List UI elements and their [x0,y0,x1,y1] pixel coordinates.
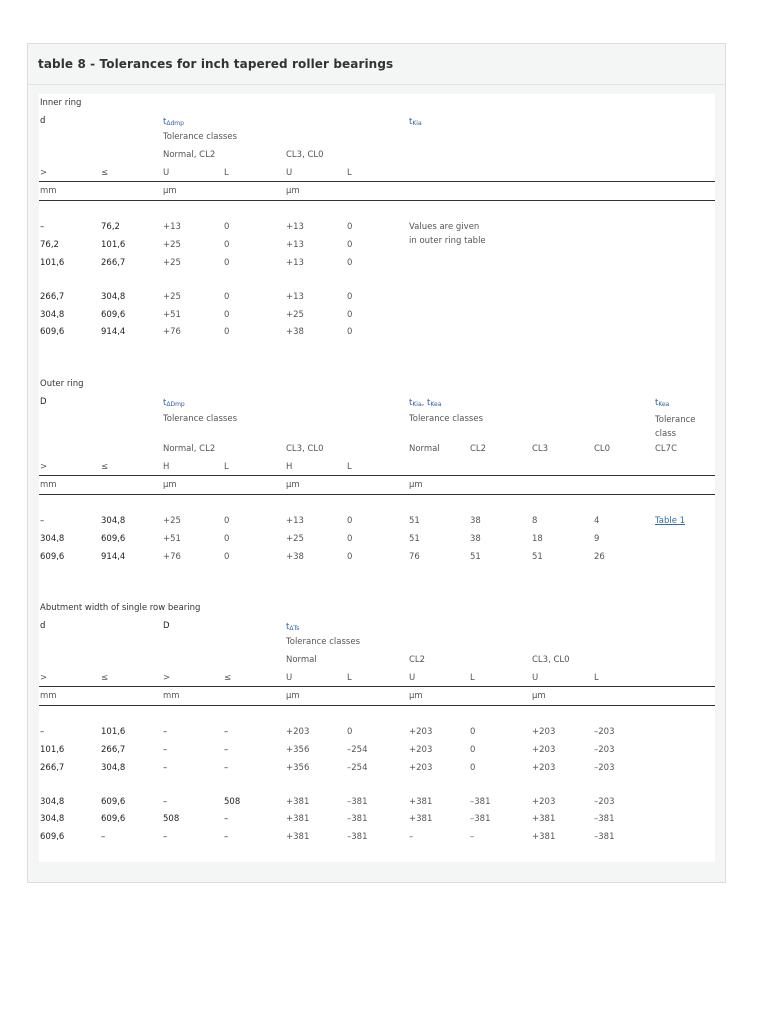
cell: +381 [286,832,310,842]
outer-class-normal: Normal [409,444,440,454]
outer-le-header: ≤ [101,462,109,472]
outer-t-kia-kea-symbol: $t_{Kia}$, $t_{Kea}$ [409,398,442,408]
abut-u-header: U [286,673,293,683]
inner-values-note: Values are given in outer ring table [409,222,486,246]
cell: +203 [409,745,433,755]
cell: 0 [224,258,230,268]
cell: 76,2 [40,240,59,250]
abut-class-cl3-cl0: CL3, CL0 [532,655,570,665]
cell: +25 [286,310,304,320]
cell: 508 [224,797,241,807]
cell: +76 [163,552,181,562]
cell: 609,6 [40,552,65,562]
outer-class-cl7c: CL7C [655,444,678,454]
outer-h-header-2: H [286,462,293,472]
inner-unit-um-2: µm [286,186,300,196]
cell: 0 [224,534,230,544]
cell: – [224,745,229,755]
abut-tolerance-classes: Tolerance classes [286,637,360,647]
cell: – [224,832,229,842]
inner-le-header: ≤ [101,168,109,178]
cell: – [163,763,168,773]
inner-ring-heading: Inner ring [40,98,82,108]
cell: – [409,832,414,842]
cell: +381 [286,797,310,807]
cell: – [163,745,168,755]
cell: 0 [224,240,230,250]
cell: 0 [470,745,476,755]
table-sheet [39,94,715,862]
cell: 0 [470,763,476,773]
cell: +38 [286,552,304,562]
cell: – [163,797,168,807]
outer-tolerance-classes: Tolerance classes [163,414,237,424]
cell: 0 [347,310,353,320]
abut-unit-rule [39,705,715,706]
cell: +13 [286,240,304,250]
cell: 609,6 [101,310,126,320]
cell: 609,6 [101,797,126,807]
cell: 76 [409,552,420,562]
cell: 38 [470,516,481,526]
cell: +25 [163,516,181,526]
cell: 914,4 [101,327,126,337]
cell: 0 [224,222,230,232]
abut-le-header-2: ≤ [224,673,232,683]
outer-class-cl3-cl0: CL3, CL0 [286,444,324,454]
cell: 0 [347,552,353,562]
cell: +203 [286,727,310,737]
inner-l-header-2: L [347,168,352,178]
cell: 0 [224,310,230,320]
cell: 508 [163,814,180,824]
cell: 26 [594,552,605,562]
cell: 38 [470,534,481,544]
cell: 0 [347,258,353,268]
abut-unit-mm: mm [40,691,57,701]
inner-t-kia-symbol: $t_{Kia}$ [409,117,422,127]
cell: –381 [347,832,368,842]
outer-t-kea-symbol: $t_{Kea}$ [655,398,670,408]
outer-gt-header: > [40,462,48,472]
inner-d-header: d [40,116,46,126]
outer-D-header: D [40,397,47,407]
cell: 609,6 [40,327,65,337]
cell: 304,8 [101,516,126,526]
outer-unit-um: µm [163,480,177,490]
abut-class-cl2: CL2 [409,655,426,665]
cell: +51 [163,534,181,544]
cell: –203 [594,745,615,755]
cell: +203 [409,763,433,773]
inner-header-rule [39,181,715,182]
outer-class-cl2: CL2 [470,444,487,454]
abut-unit-um: µm [286,691,300,701]
cell: 0 [224,552,230,562]
title-divider [28,84,725,85]
abut-l-header-2: L [470,673,475,683]
outer-header-rule [39,475,715,476]
cell: –381 [347,814,368,824]
cell: – [224,814,229,824]
cell: 9 [594,534,600,544]
outer-l-header: L [224,462,229,472]
cell: 51 [532,552,543,562]
inner-unit-um: µm [163,186,177,196]
inner-l-header: L [224,168,229,178]
cell: –381 [594,832,615,842]
outer-ring-heading: Outer ring [40,379,84,389]
abut-l-header: L [347,673,352,683]
cell: +51 [163,310,181,320]
abut-t-ts-symbol: $t_{\Delta Ts}$ [286,622,300,632]
cell: 0 [224,327,230,337]
cell: –203 [594,797,615,807]
cell: –381 [470,814,491,824]
abut-unit-mm-2: mm [163,691,180,701]
abut-unit-um-2: µm [409,691,423,701]
cell: 0 [224,292,230,302]
cell: +13 [286,258,304,268]
cell: +13 [286,222,304,232]
cell: 266,7 [101,258,126,268]
cell: +76 [163,327,181,337]
abut-d-header: d [40,621,46,631]
cell: –203 [594,727,615,737]
cell: +38 [286,327,304,337]
cell: 266,7 [40,763,65,773]
cell: 101,6 [101,727,126,737]
table-panel [27,43,726,883]
cell: 8 [532,516,538,526]
outer-class-normal-cl2: Normal, CL2 [163,444,216,454]
cell: +25 [286,534,304,544]
inner-tolerance-classes: Tolerance classes [163,132,237,142]
cell: 304,8 [101,763,126,773]
cell: 0 [470,727,476,737]
cell: 0 [347,292,353,302]
cell: 51 [409,516,420,526]
cell: 304,8 [40,310,65,320]
cell: 4 [594,516,600,526]
inner-unit-mm: mm [40,186,57,196]
cell: 304,8 [40,534,65,544]
cell: 304,8 [101,292,126,302]
inner-u-header: U [163,168,170,178]
table-1-link[interactable]: Table 1 [655,516,686,526]
abut-unit-um-3: µm [532,691,546,701]
inner-t-ddmp-symbol: $t_{\Delta dmp}$ [163,117,184,127]
cell: – [224,727,229,737]
abut-gt-header-2: > [163,673,171,683]
cell: 0 [347,327,353,337]
cell: +381 [409,814,433,824]
abut-D-header: D [163,621,170,631]
cell: –254 [347,745,368,755]
cell: –254 [347,763,368,773]
cell: +356 [286,745,310,755]
cell: 101,6 [101,240,126,250]
outer-h-header: H [163,462,170,472]
cell: +203 [532,745,556,755]
cell: 51 [409,534,420,544]
outer-unit-mm: mm [40,480,57,490]
cell: +381 [286,814,310,824]
cell: – [40,516,45,526]
cell: 0 [347,727,353,737]
cell: 266,7 [101,745,126,755]
abutment-heading: Abutment width of single row bearing [40,603,201,613]
cell: +203 [532,763,556,773]
cell: 304,8 [40,797,65,807]
cell: 609,6 [101,534,126,544]
abut-gt-header: > [40,673,48,683]
inner-u-header-2: U [286,168,293,178]
cell: 266,7 [40,292,65,302]
cell: 609,6 [40,832,65,842]
cell: – [163,727,168,737]
cell: +13 [286,292,304,302]
abut-u-header-3: U [532,673,539,683]
inner-gt-header: > [40,168,48,178]
cell: –203 [594,763,615,773]
outer-tolerance-classes-2: Tolerance classes [409,414,483,424]
outer-tolerance-class: Tolerance class [655,415,696,439]
cell: +25 [163,292,181,302]
cell: +381 [532,832,556,842]
outer-l-header-2: L [347,462,352,472]
cell: +13 [286,516,304,526]
cell: +25 [163,258,181,268]
abut-l-header-3: L [594,673,599,683]
cell: –381 [347,797,368,807]
abut-le-header: ≤ [101,673,109,683]
cell: +381 [532,814,556,824]
cell: 0 [347,534,353,544]
table-title: table 8 - Tolerances for inch tapered roller bearings [38,57,394,71]
inner-unit-rule [39,200,715,201]
outer-unit-rule [39,494,715,495]
abut-class-normal: Normal [286,655,317,665]
outer-unit-um-3: µm [409,480,423,490]
cell: 76,2 [101,222,120,232]
outer-class-cl0: CL0 [594,444,611,454]
cell: +203 [532,797,556,807]
cell: – [163,832,168,842]
inner-class-cl3-cl0: CL3, CL0 [286,150,324,160]
cell: 101,6 [40,258,65,268]
cell: – [40,727,45,737]
cell: – [224,763,229,773]
cell: +25 [163,240,181,250]
cell: +203 [532,727,556,737]
cell: 51 [470,552,481,562]
cell: 609,6 [101,814,126,824]
cell: –381 [594,814,615,824]
cell: 0 [347,516,353,526]
abut-header-rule [39,686,715,687]
cell: 0 [347,222,353,232]
cell: 914,4 [101,552,126,562]
cell: 101,6 [40,745,65,755]
cell: – [470,832,475,842]
cell: –381 [470,797,491,807]
outer-unit-um-2: µm [286,480,300,490]
cell: 0 [224,516,230,526]
cell: +356 [286,763,310,773]
inner-class-normal-cl2: Normal, CL2 [163,150,216,160]
outer-class-cl3: CL3 [532,444,549,454]
cell: 304,8 [40,814,65,824]
cell: +203 [409,727,433,737]
cell: +13 [163,222,181,232]
cell: – [40,222,45,232]
cell: – [101,832,106,842]
outer-t-dDmp-symbol: $t_{\Delta Dmp}$ [163,398,185,408]
abut-u-header-2: U [409,673,416,683]
cell: 18 [532,534,543,544]
cell: 0 [347,240,353,250]
cell: +381 [409,797,433,807]
